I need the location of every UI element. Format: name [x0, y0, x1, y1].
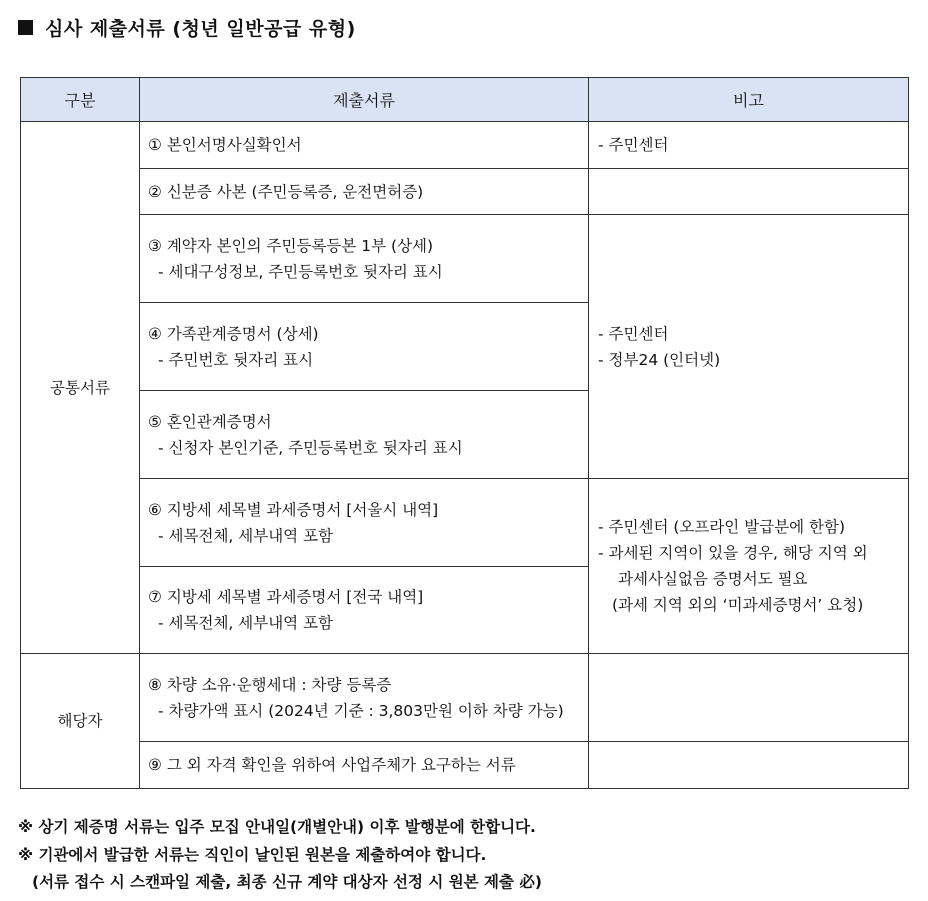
- doc-main: ① 본인서명사실확인서: [148, 136, 302, 154]
- note-cell: [589, 122, 909, 169]
- table-row: [21, 742, 909, 789]
- doc-sub: - 주민번호 뒷자리 표시: [158, 350, 314, 369]
- note-cell-empty: [589, 654, 909, 742]
- doc-cell: [140, 391, 589, 479]
- table-row: [21, 122, 909, 169]
- doc-sub: - 세대구성정보, 주민등록번호 뒷자리 표시: [158, 262, 443, 281]
- title-text: 심사 제출서류 (청년 일반공급 유형): [45, 18, 356, 40]
- doc-cell: [140, 169, 589, 215]
- doc-cell: [140, 215, 589, 303]
- doc-cell: [140, 303, 589, 391]
- footnote-3: (서류 접수 시 스캔파일 제출, 최종 신규 계약 대상자 선정 시 원본 제출 必): [32, 873, 542, 891]
- note-line: - 과세된 지역이 있을 경우, 해당 지역 외: [598, 544, 868, 562]
- doc-main: ⑨ 그 외 자격 확인을 위하여 사업주체가 요구하는 서류: [148, 756, 516, 774]
- table-row: [21, 169, 909, 215]
- doc-main: ⑧ 차량 소유·운행세대 : 차량 등록증: [148, 675, 392, 694]
- doc-sub: - 세목전체, 세부내역 포함: [158, 614, 334, 632]
- table-row: [21, 654, 909, 742]
- doc-sub: - 차량가액 표시 (2024년 기준 : 3,803만원 이하 차량 가능): [158, 701, 564, 720]
- doc-main: ⑤ 혼인관계증명서: [148, 412, 272, 431]
- table-row: [21, 215, 909, 303]
- table-header-row: [21, 78, 909, 122]
- doc-cell: [140, 567, 589, 654]
- table-row: [21, 479, 909, 567]
- section-title: [18, 14, 356, 41]
- doc-main: ② 신분증 사본 (주민등록증, 운전면허증): [148, 182, 424, 201]
- note-line: - 정부24 (인터넷): [598, 350, 721, 369]
- documents-table: [20, 77, 909, 789]
- note-cell: [589, 479, 909, 654]
- note-line: (과세 지역 외의 ‘미과세증명서’ 요청): [612, 596, 864, 614]
- category-applicable: 해당자: [21, 654, 140, 789]
- category-common: 공통서류: [21, 122, 140, 654]
- square-bullet-icon: [18, 20, 33, 35]
- footnote-2: ※ 기관에서 발급한 서류는 직인이 날인된 원본을 제출하여야 합니다.: [18, 846, 487, 864]
- note-line: - 주민센터 (오프라인 발급분에 한함): [598, 518, 846, 536]
- header-remarks: 비고: [589, 78, 909, 122]
- note-line: - 주민센터: [598, 324, 669, 343]
- note-line: - 주민센터: [598, 136, 669, 154]
- doc-main: ⑦ 지방세 세목별 과세증명서 [전국 내역]: [148, 588, 424, 606]
- doc-cell: [140, 122, 589, 169]
- note-cell: [589, 215, 909, 479]
- doc-cell: [140, 479, 589, 567]
- doc-sub: - 세목전체, 세부내역 포함: [158, 526, 334, 545]
- doc-cell: [140, 742, 589, 789]
- doc-cell: [140, 654, 589, 742]
- note-cell-empty: [589, 742, 909, 789]
- header-category: 구분: [21, 78, 140, 122]
- doc-main: ⑥ 지방세 세목별 과세증명서 [서울시 내역]: [148, 500, 439, 519]
- doc-main: ④ 가족관계증명서 (상세): [148, 324, 319, 343]
- doc-sub: - 신청자 본인기준, 주민등록번호 뒷자리 표시: [158, 438, 463, 457]
- header-documents: 제출서류: [140, 78, 589, 122]
- doc-main: ③ 계약자 본인의 주민등록등본 1부 (상세): [148, 236, 434, 255]
- note-cell-empty: [589, 169, 909, 215]
- note-line: 과세사실없음 증명서도 필요: [618, 570, 808, 588]
- footnote-1: ※ 상기 제증명 서류는 입주 모집 안내일(개별안내) 이후 발행분에 한합니다.: [18, 818, 536, 836]
